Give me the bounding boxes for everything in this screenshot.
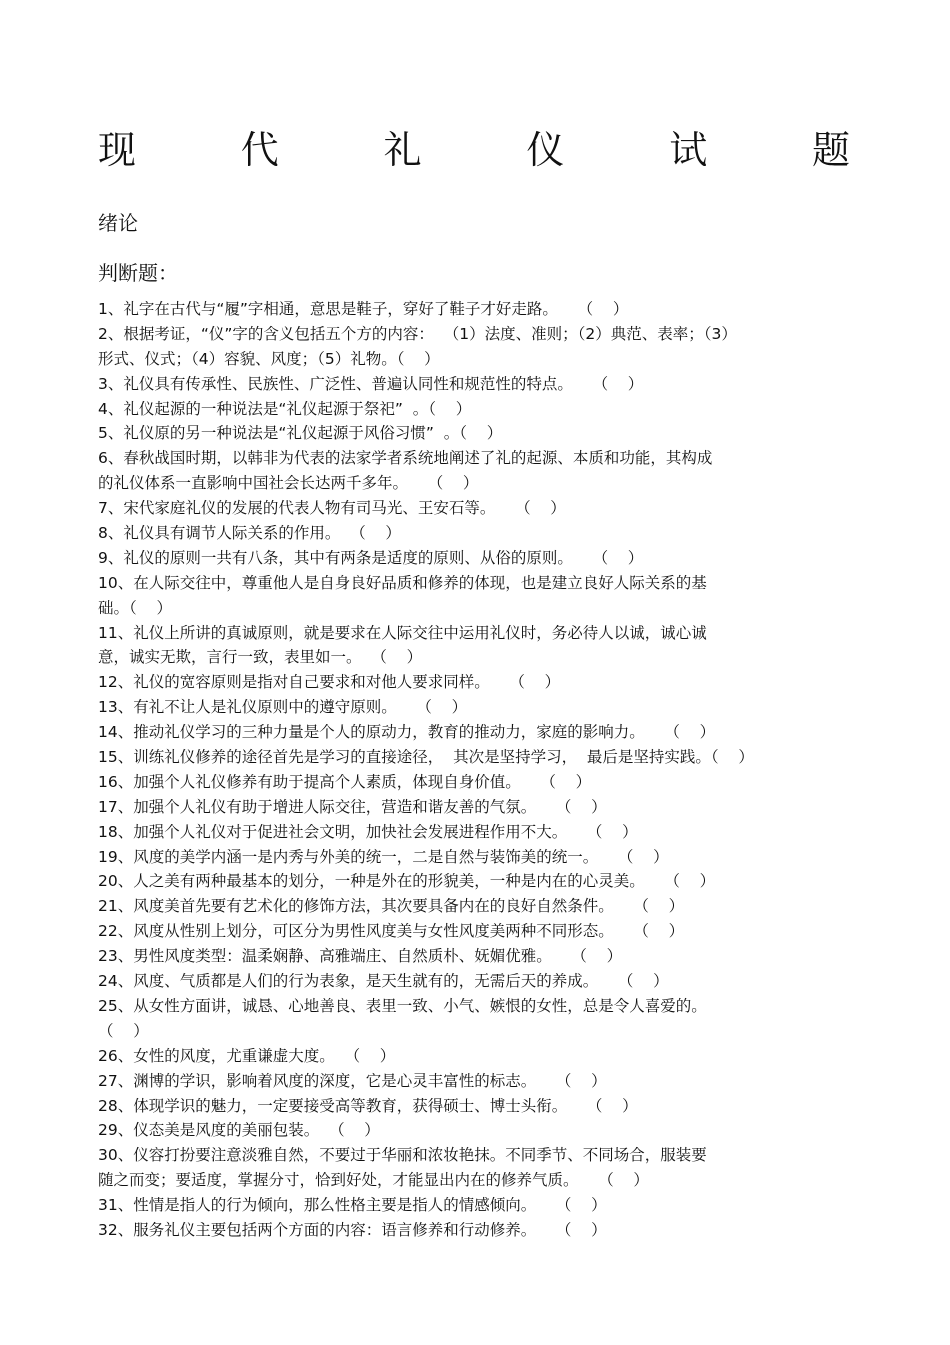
question-line: 3、礼仪具有传承性、民族性、广泛性、普遍认同性和规范性的特点。 （ ）	[98, 374, 644, 393]
question-line: 16、加强个人礼仪修养有助于提高个人素质，体现自身价值。 （ ）	[98, 772, 592, 791]
question-line: 17、加强个人礼仪有助于增进人际交往，营造和谐友善的气氛。 （ ）	[98, 797, 607, 816]
question-line: 8、礼仪具有调节人际关系的作用。 （ ）	[98, 524, 401, 543]
question-line: 11、礼仪上所讲的真诚原则，就是要求在人际交往中运用礼仪时，务必待人以诚，诚心诚	[98, 623, 707, 642]
question-line: 6、春秋战国时期，以韩非为代表的法家学者系统地阐述了礼的起源、本质和功能，其构成	[98, 449, 713, 468]
question-line: 1、礼字在古代与“履”字相通，意思是鞋子，穿好了鞋子才好走路。 （ ）	[98, 300, 629, 318]
section-heading: 判断题：	[98, 261, 178, 285]
question-line: 的礼仪体系一直影响中国社会长达两千多年。 （ ）	[98, 474, 479, 493]
title-char: 现	[98, 128, 137, 172]
question-line: 形式、仪式；（4）容貌、风度；（5）礼物。（ ）	[98, 349, 440, 368]
question-line: 10、在人际交往中，尊重他人是自身良好品质和修养的体现，也是建立良好人际关系的基	[98, 573, 707, 592]
question-line: 29、仪态美是风度的美丽包装。 （ ）	[98, 1121, 380, 1140]
question-line: 9、礼仪的原则一共有八条，其中有两条是适度的原则、从俗的原则。 （ ）	[98, 548, 644, 567]
question-line: 14、推动礼仪学习的三种力量是个人的原动力，教育的推动力，家庭的影响力。 （ ）	[98, 723, 716, 742]
title-char: 礼	[383, 128, 422, 172]
question-line: 25、从女性方面讲，诚恳、心地善良、表里一致、小气、嫉恨的女性，总是令人喜爱的。	[98, 996, 707, 1015]
title-char: 题	[811, 128, 850, 172]
question-line: 26、女性的风度，尤重谦虚大度。 （ ）	[98, 1046, 396, 1065]
question-line: 13、有礼不让人是礼仪原则中的遵守原则。 （ ）	[98, 698, 468, 717]
question-line: 12、礼仪的宽容原则是指对自己要求和对他人要求同样。 （ ）	[98, 673, 561, 692]
question-line: 5、礼仪原的另一种说法是“礼仪起源于风俗习惯” 。（ ）	[98, 424, 503, 443]
question-line: 随之而变；要适度，掌握分寸，恰到好处，才能显出内在的修养气质。 （ ）	[98, 1171, 649, 1190]
question-line: 23、男性风度类型：温柔娴静、高雅端庄、自然质朴、妩媚优雅。 （ ）	[98, 947, 623, 966]
title-char: 仪	[526, 128, 565, 172]
question-line: 2、根据考证，“仪”字的含义包括五个方的内容： （1）法度、准则；（2）典范、表率；（3）	[98, 324, 737, 343]
question-line: 21、风度美首先要有艺术化的修饰方法，其次要具备内在的良好自然条件。 （ ）	[98, 897, 685, 916]
question-line: 32、服务礼仪主要包括两个方面的内容：语言修养和行动修养。 （ ）	[98, 1220, 607, 1239]
question-line: 28、体现学识的魅力，一定要接受高等教育，获得硕士、博士头衔。 （ ）	[98, 1096, 638, 1115]
question-line: 意，诚实无欺，言行一致，表里如一。 （ ）	[98, 648, 423, 667]
question-line: 20、人之美有两种最基本的划分，一种是外在的形貌美，一种是内在的心灵美。 （ ）	[98, 872, 716, 891]
question-line: 7、宋代家庭礼仪的发展的代表人物有司马光、王安石等。 （ ）	[98, 499, 566, 518]
question-line: 18、加强个人礼仪对于促进社会文明，加快社会发展进程作用不大。 （ ）	[98, 822, 638, 841]
question-list	[98, 297, 858, 1243]
title-char: 代	[240, 128, 279, 172]
question-line: 27、渊博的学识，影响着风度的深度，它是心灵丰富性的标志。 （ ）	[98, 1071, 607, 1090]
intro-heading: 绪论	[98, 211, 138, 235]
question-line: 础。（ ）	[98, 598, 172, 617]
question-line: 30、仪容打扮要注意淡雅自然，不要过于华丽和浓妆艳抹。不同季节、不同场合，服装要	[98, 1146, 707, 1165]
question-line: 19、风度的美学内涵一是内秀与外美的统一，二是自然与装饰美的统一。 （ ）	[98, 847, 669, 866]
title-char: 试	[669, 128, 708, 172]
question-line: 22、风度从性别上划分，可区分为男性风度美与女性风度美两种不同形态。 （ ）	[98, 922, 685, 941]
question-line: 31、性情是指人的行为倾向，那么性格主要是指人的情感倾向。 （ ）	[98, 1196, 607, 1215]
question-line: 4、礼仪起源的一种说法是“礼仪起源于祭祀” 。（ ）	[98, 399, 472, 418]
question-line: 24、风度、气质都是人们的行为表象，是天生就有的，无需后天的养成。 （ ）	[98, 972, 669, 991]
question-line: 15、训练礼仪修养的途径首先是学习的直接途径， 其次是坚持学习， 最后是坚持实践。（ ）	[98, 748, 754, 767]
page-title	[98, 126, 850, 174]
question-line: （ ）	[98, 1021, 149, 1040]
